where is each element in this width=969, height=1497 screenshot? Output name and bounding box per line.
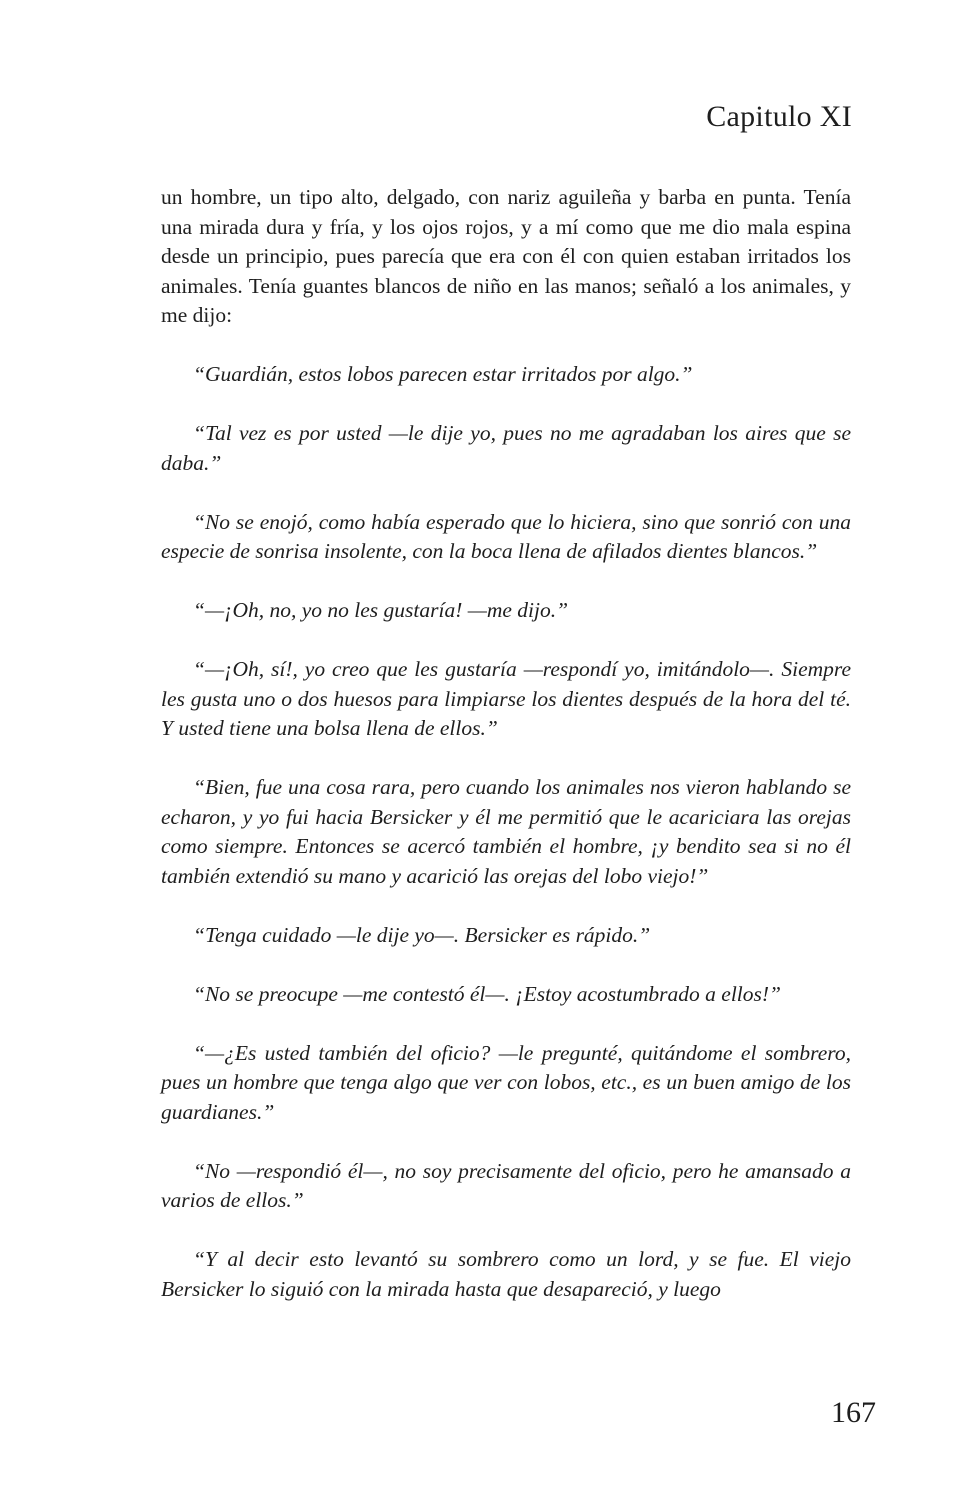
paragraph: “No —respondió él—, no soy precisamente del oficio, pero he amansado a varios de ellos.” (161, 1158, 851, 1212)
paragraph: “—¡Oh, no, yo no les gustaría! —me dijo.” (193, 598, 569, 622)
text-body (161, 183, 851, 1304)
paragraph: “—¡Oh, sí!, yo creo que les gustaría —respondí yo, imitándolo—. Siempre les gusta uno o dos huesos para limpiarse los dientes después de la hora del té. Y usted tiene una bolsa llena de ellos.” (161, 657, 851, 740)
paragraph: “Tenga cuidado —le dije yo—. Bersicker es rápido.” (193, 922, 651, 947)
paragraph: “No se preocupe —me contestó él—. ¡Estoy acostumbrado a ellos!” (193, 981, 782, 1006)
paragraph: “Y al decir esto levantó su sombrero como un lord, y se fue. El viejo Bersicker lo siguió con la mirada hasta que desapareció, y luego (161, 1247, 851, 1301)
paragraph: “No se enojó, como había esperado que lo hiciera, sino que sonrió con una especie de sonrisa insolente, con la boca llena de afilados dientes blancos.” (161, 509, 851, 563)
paragraph: “—¿Es usted también del oficio? —le pregunté, quitándome el sombrero, pues un hombre que tenga algo que ver con lobos, etc., es un buen amigo de los guardianes.” (161, 1040, 851, 1124)
paragraph: “Tal vez es por usted —le dije yo, pues no me agradaban los aires que se daba.” (161, 421, 851, 475)
paragraph: un hombre, un tipo alto, delgado, con nariz aguileña y barba en punta. Tenía una mirada dura y fría, y los ojos rojos, y a mí como que me dio mala espina desde un principio, pues parecía que era con él con quien estaban irritados los animales. Tenía guantes blancos de niño en las manos; señaló a los animales, y me dijo: (161, 185, 851, 327)
paragraph: “Bien, fue una cosa rara, pero cuando los animales nos vieron hablando se echaron, y yo fui hacia Bersicker y él me permitió que le acariciara las orejas como siempre. Entonces se acercó también el hombre, ¡y bendito sea si no él también extendió su mano y acarició las orejas del lobo viejo!” (161, 775, 851, 888)
paragraph: “Guardián, estos lobos parecen estar irritados por algo.” (193, 362, 693, 386)
page-number: 167 (831, 1396, 876, 1429)
chapter-header: Capitulo XI (706, 100, 852, 133)
